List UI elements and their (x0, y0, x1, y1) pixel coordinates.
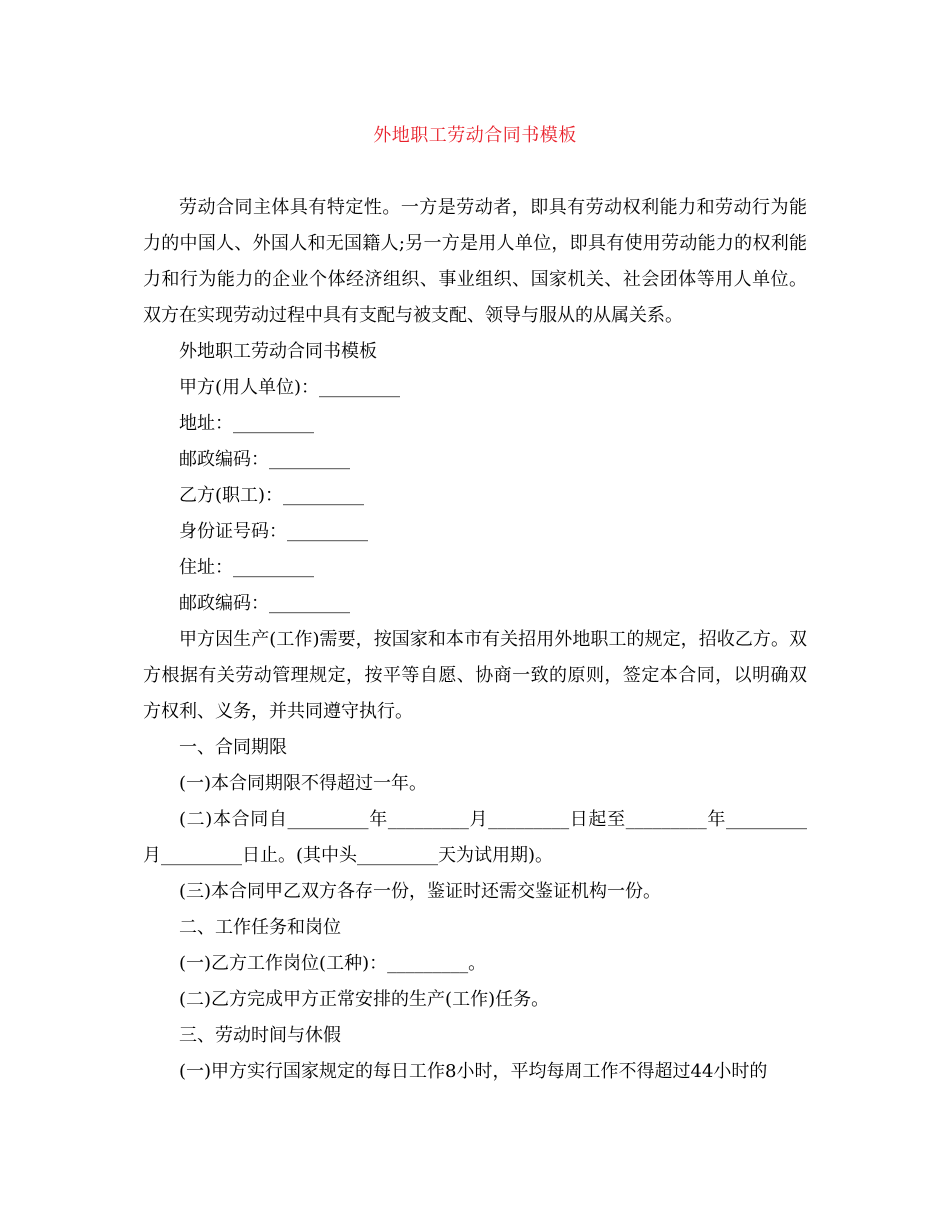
document-body (143, 190, 807, 1090)
party-b-address-field: 住址：_________ (179, 557, 314, 578)
clause-1-1: (一)本合同期限不得超过一年。 (179, 773, 428, 794)
party-a-postcode-field: 邮政编码：_________ (179, 449, 350, 470)
section-heading-3: 三、劳动时间与休假 (179, 1025, 341, 1046)
id-number-field: 身份证号码：_________ (179, 521, 368, 542)
clause-3-1: (一)甲方实行国家规定的每日工作8小时，平均每周工作不得超过44小时的 (179, 1061, 768, 1082)
intro-paragraph: 劳动合同主体具有特定性。一方是劳动者，即具有劳动权利能力和劳动行为能力的中国人、外国人和无国籍人;另一方是用人单位，即具有使用劳动能力的权利能力和行为能力的企业个体经济组织、事业组织、国家机关、社会团体等用人单位。双方在实现劳动过程中具有支配与被支配、领导与服从的从属关系。 (143, 197, 807, 326)
preamble-paragraph: 甲方因生产(工作)需要，按国家和本市有关招用外地职工的规定，招收乙方。双方根据有关劳动管理规定，按平等自愿、协商一致的原则，签定本合同，以明确双方权利、义务，并共同遵守执行。 (143, 629, 807, 722)
clause-2-2: (二)乙方完成甲方正常安排的生产(工作)任务。 (179, 989, 550, 1010)
party-b-field: 乙方(职工)：_________ (179, 485, 365, 506)
party-a-field: 甲方(用人单位)：_________ (179, 377, 401, 398)
party-a-address-field: 地址：_________ (179, 413, 314, 434)
section-heading-1: 一、合同期限 (179, 737, 287, 758)
clause-1-2: (二)本合同自_________年_________月_________日起至_________年_________月_________日止。(其中头_________天为试用期)。 (143, 809, 807, 866)
party-b-postcode-field: 邮政编码：_________ (179, 593, 350, 614)
template-heading: 外地职工劳动合同书模板 (179, 341, 377, 362)
clause-1-3: (三)本合同甲乙双方各存一份，鉴证时还需交鉴证机构一份。 (179, 881, 662, 902)
clause-2-1: (一)乙方工作岗位(工种)：_________。 (179, 953, 487, 974)
section-heading-2: 二、工作任务和岗位 (179, 917, 341, 938)
document-title: 外地职工劳动合同书模板 (373, 125, 577, 146)
